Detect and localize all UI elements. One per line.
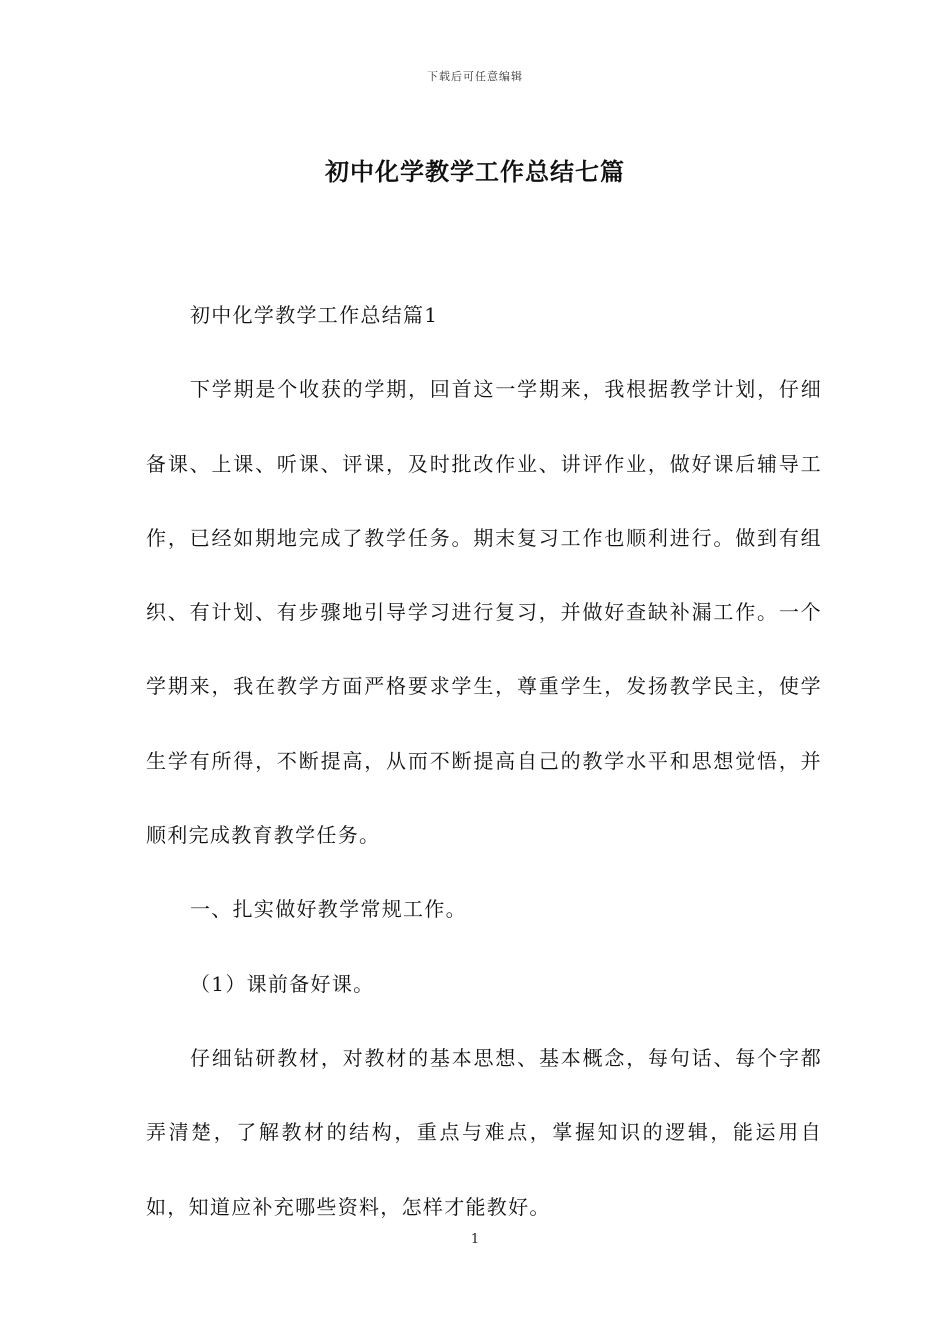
header-note: 下载后可任意编辑 [427, 70, 523, 83]
document-body [146, 278, 822, 1244]
subsection-heading: （1）课前备好课。 [190, 971, 375, 996]
document-title: 初中化学教学工作总结七篇 [325, 157, 625, 186]
section-heading: 一、扎实做好教学常规工作。 [190, 897, 467, 922]
paragraph-intro: 下学期是个收获的学期，回首这一学期来，我根据教学计划，仔细备课、上课、听课、评课，及时批改作业、讲评作业，做好课后辅导工作，已经如期地完成了教学任务。期末复习工作也顺利进行。做到有组织、有计划、有步骤地引导学习进行复习，并做好查缺补漏工作。一个学期来，我在教学方面严格要求学生，尊重学生，发扬教学民主，使学生学有所得，不断提高，从而不断提高自己的教学水平和思想觉悟，并顺利完成教育教学任务。 [146, 377, 822, 848]
section-subtitle: 初中化学教学工作总结篇1 [190, 303, 439, 327]
paragraph-preparation: 仔细钻研教材，对教材的基本思想、基本概念，每句话、每个字都弄清楚，了解教材的结构，重点与难点，掌握知识的逻辑，能运用自如，知道应补充哪些资料，怎样才能教好。 [146, 1045, 822, 1219]
page-number: 1 [470, 1232, 480, 1247]
